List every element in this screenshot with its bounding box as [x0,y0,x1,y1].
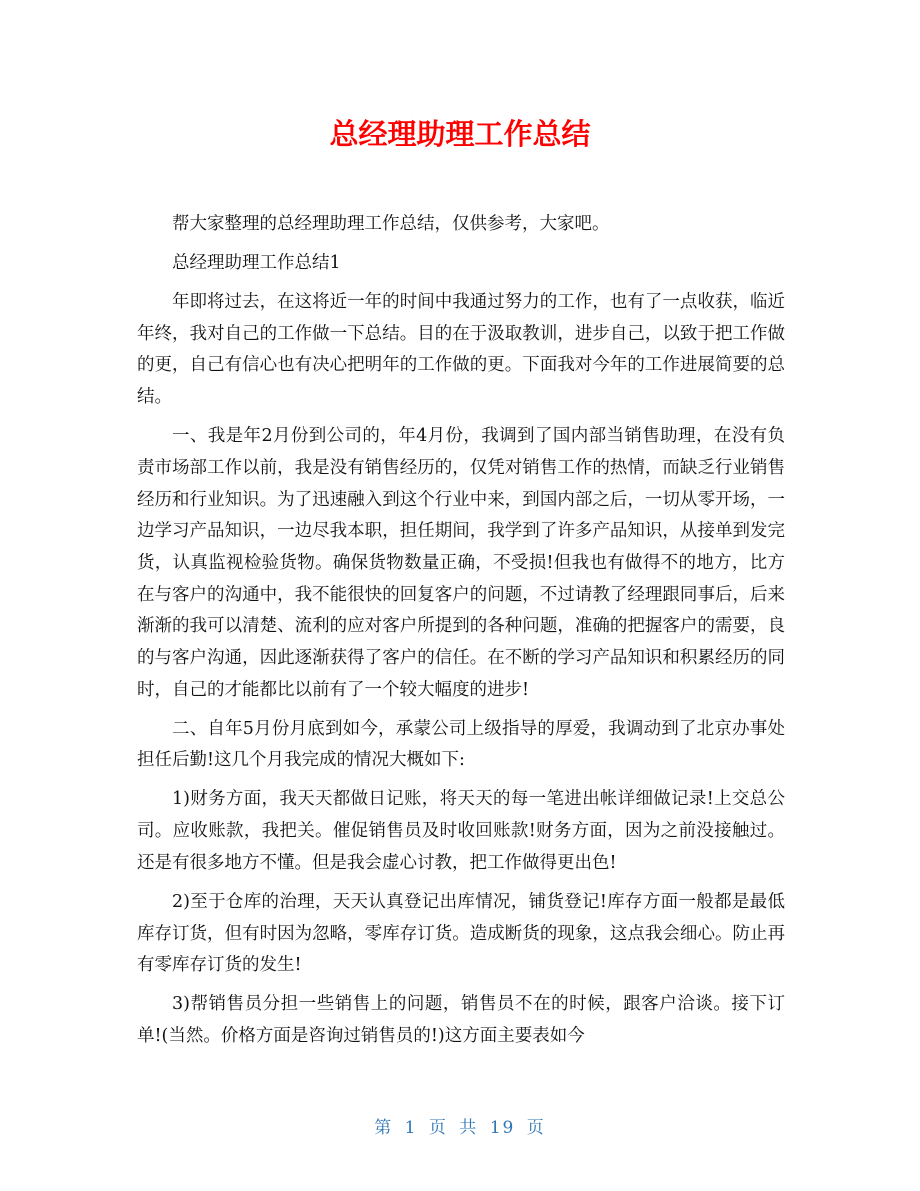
footer-total-pages: 19 [489,1118,516,1138]
paragraph-warehouse: 2)至于仓库的治理，天天认真登记出库情况，铺货登记!库存方面一般都是最低库存订货，但有时因为忽略，零库存订货。造成断货的现象，这点我会细心。防止再有零库存订货的发生! [137,891,785,976]
footer-suffix: 页 [526,1118,546,1138]
page-number-footer [0,1113,920,1138]
footer-total-label: 共 [459,1118,479,1138]
paragraph-finance: 1)财务方面，我天天都做日记账，将天天的每一笔进出帐详细做记录!上交总公司。应收账款，我把关。催促销售员及时收回账款!财务方面，因为之前没接触过。还是有很多地方不懂。但是我会虚心讨教，把工作做得更出色! [137,789,785,873]
document-title: 总经理助理工作总结 [329,117,591,151]
footer-page-label: 页 [428,1118,448,1138]
paragraph-sales-support: 3)帮销售员分担一些销售上的问题，销售员不在的时候，跟客户洽谈。接下订单!(当然。价格方面是咨询过销售员的!)这方面主要表如今 [137,994,785,1046]
document-body [137,209,785,1053]
footer-current-page: 1 [404,1118,418,1138]
paragraph-section-two: 二、自年5月份月底到如今，承蒙公司上级指导的厚爱，我调动到了北京办事处担任后勤!这几个月我完成的情况大概如下: [137,718,785,771]
paragraph-subtitle: 总经理助理工作总结1 [172,253,341,273]
paragraph-overview: 年即将过去，在这将近一年的时间中我通过努力的工作，也有了一点收获，临近年终，我对自己的工作做一下总结。目的在于汲取教训，进步自己，以致于把工作做的更，自己有信心也有决心把明年的工作做的更。下面我对今年的工作进展简要的总结。 [137,292,785,408]
paragraph-intro: 帮大家整理的总经理助理工作总结，仅供参考，大家吧。 [172,214,610,234]
footer-prefix: 第 [374,1118,394,1138]
paragraph-section-one: 一、我是年2月份到公司的，年4月份，我调到了国内部当销售助理，在没有负责市场部工作以前，我是没有销售经历的，仅凭对销售工作的热情，而缺乏行业销售经历和行业知识。为了迅速融入到这个行业中来，到国内部之后，一切从零开场，一边学习产品知识，一边尽我本职，担任期间，我学到了许多产品知识，从接单到发完货，认真监视检验货物。确保货物数量正确，不受损!但我也有做得不的地方，比方在与客户的沟通中，我不能很快的回复客户的问题，不过请教了经理跟同事后，后来渐渐的我可以清楚、流利的应对客户所提到的各种问题，准确的把握客户的需要，良的与客户沟通，因此逐渐获得了客户的信任。在不断的学习产品知识和积累经历的同时，自己的才能都比以前有了一个较大幅度的进步! [137,426,785,700]
